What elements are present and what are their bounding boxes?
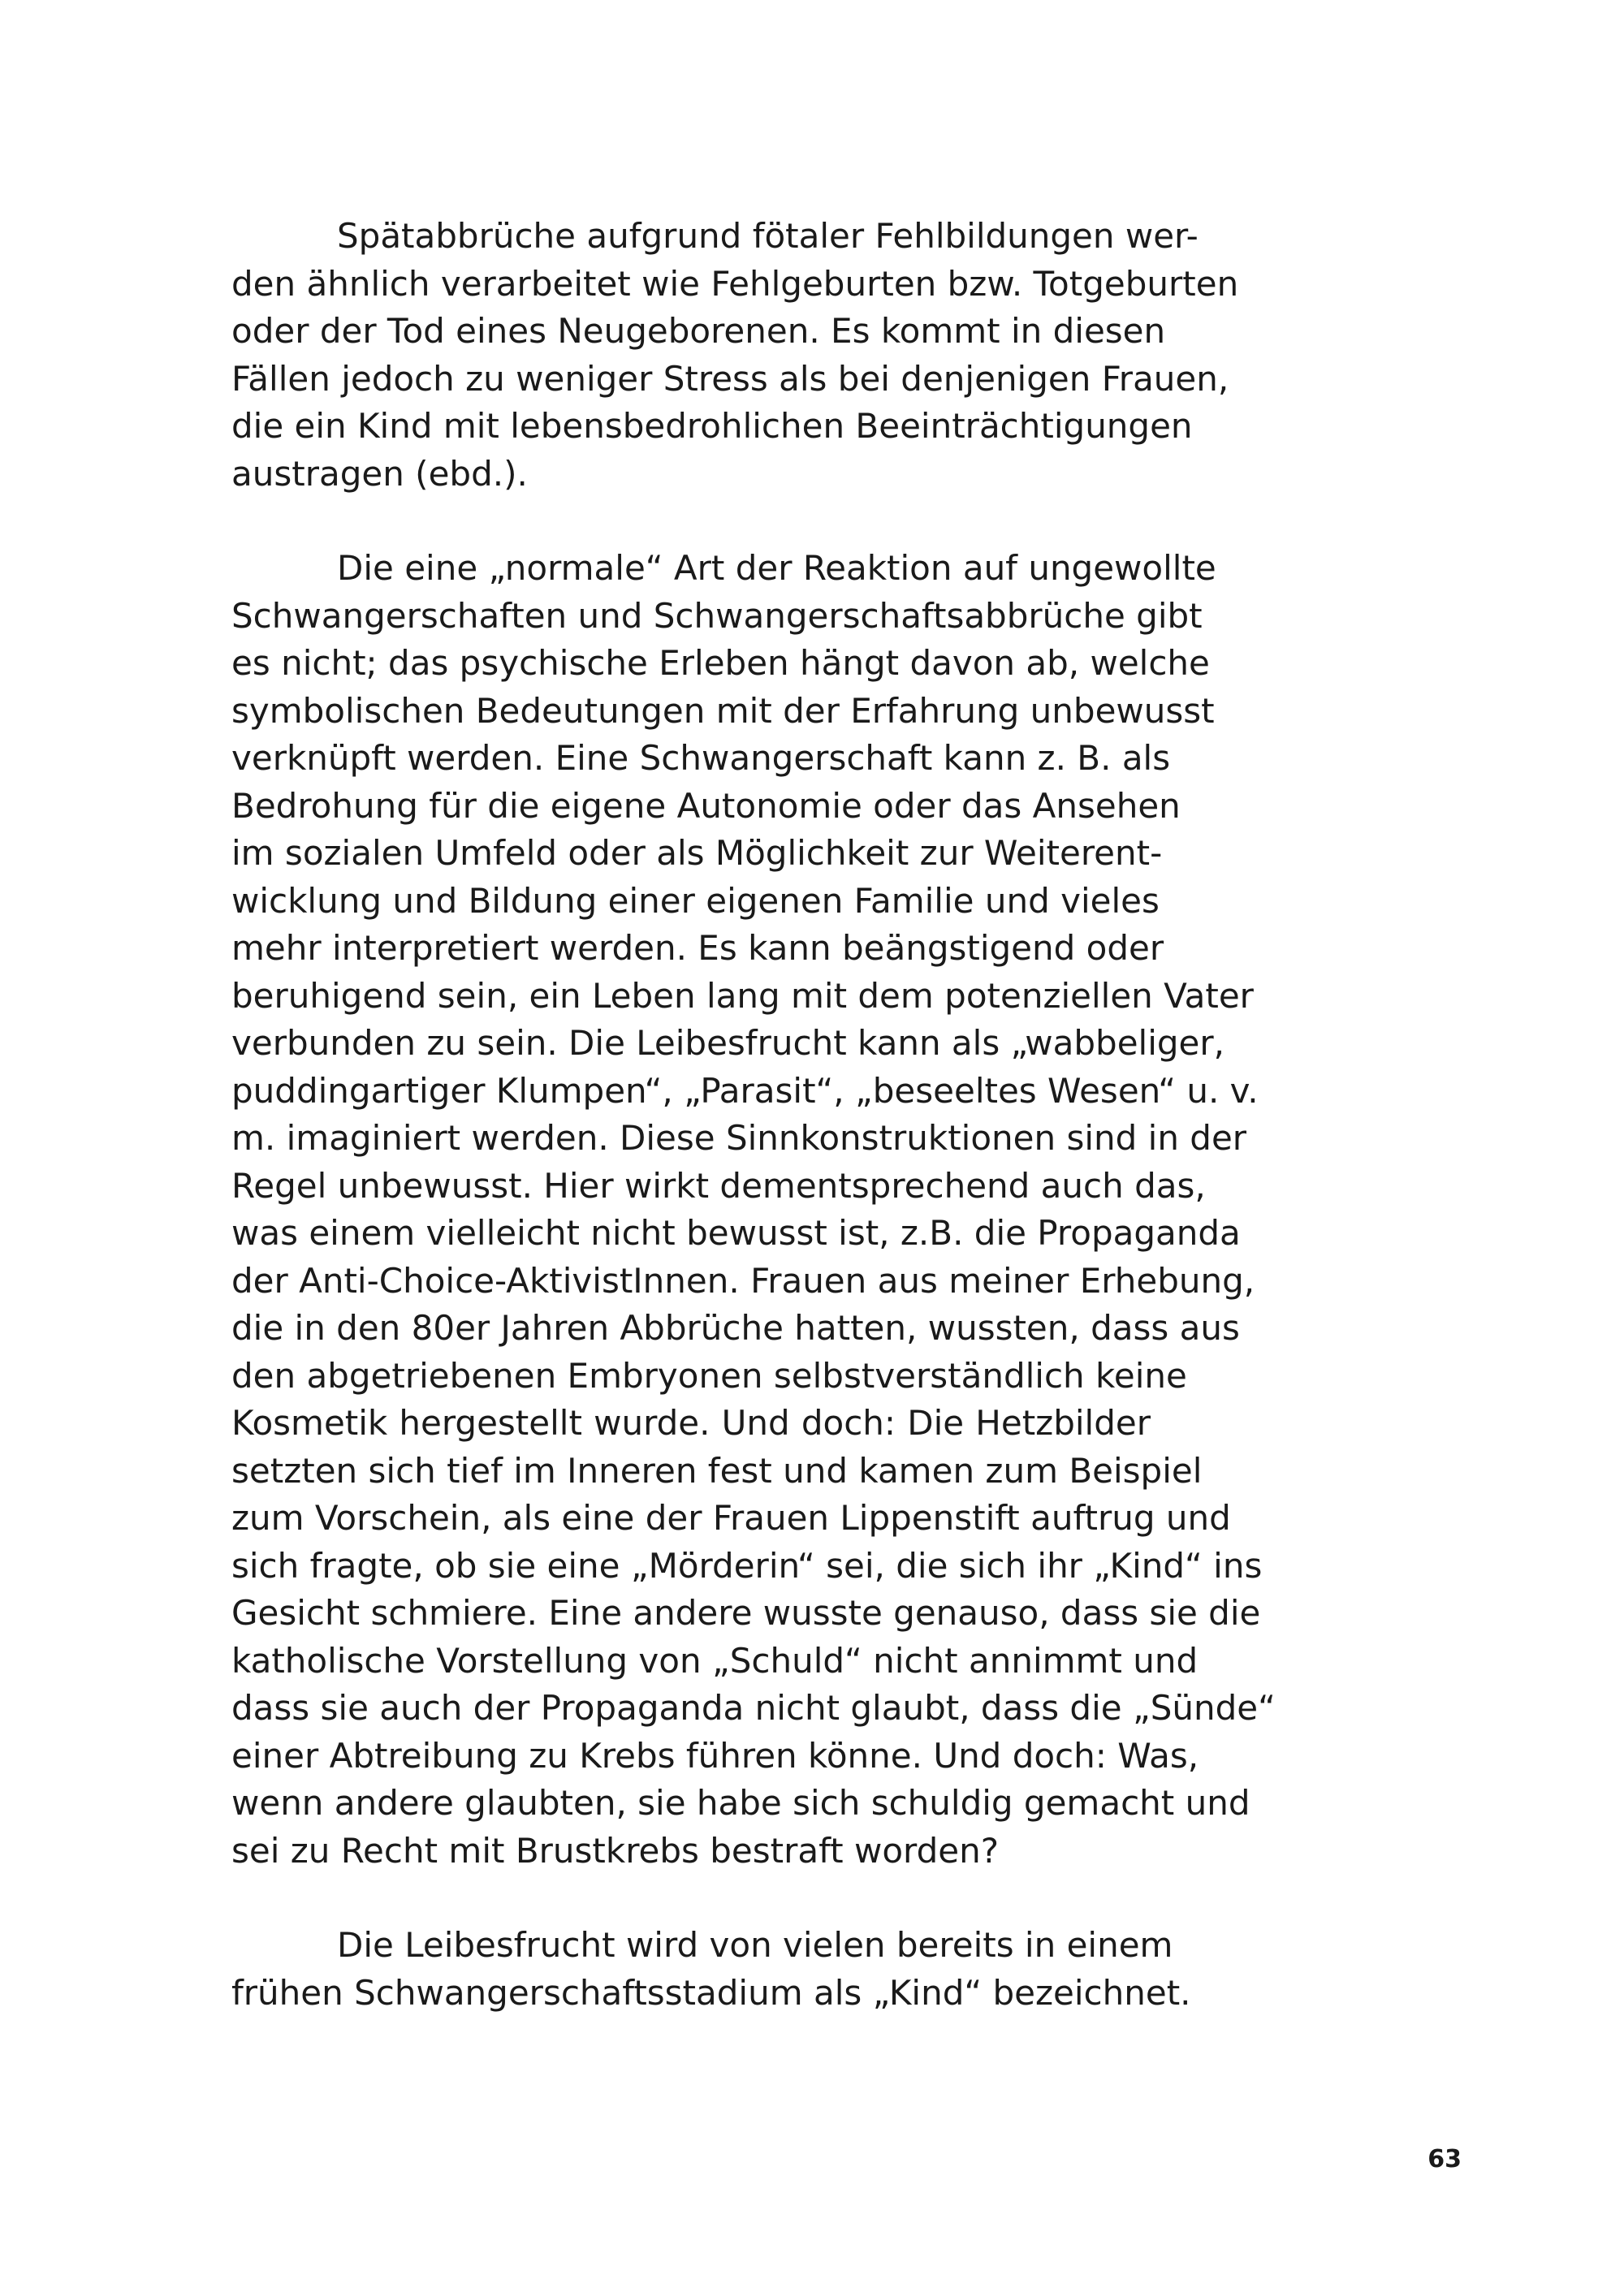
text-line: Kosmetik hergestellt wurde. Und doch: Die Hetzbilder — [231, 1403, 1151, 1443]
text-line: Bedrohung für die eigene Autonomie oder das Ansehen — [231, 785, 1181, 826]
text-line: Gesicht schmiere. Eine andere wusste genauso, dass sie die — [231, 1593, 1261, 1633]
text-line: was einem vielleicht nicht bewusst ist, z.B. die Propaganda — [231, 1213, 1241, 1253]
text-line: Die Leibesfrucht wird von vielen bereits in einem — [337, 1925, 1173, 1965]
text-line: sei zu Recht mit Brustkrebs bestraft worden? — [231, 1830, 999, 1871]
text-line: im sozialen Umfeld oder als Möglichkeit zur Weiterent- — [231, 833, 1163, 873]
page-number: 63 — [1427, 2145, 1462, 2173]
text-line: mehr interpretiert werden. Es kann beängstigend oder — [231, 928, 1164, 968]
text-line: die in den 80er Jahren Abbrüche hatten, wussten, dass aus — [231, 1308, 1240, 1348]
text-line: Fällen jedoch zu weniger Stress als bei denjenigen Frauen, — [231, 358, 1229, 399]
text-line: katholische Vorstellung von „Schuld“ nicht annimmt und — [231, 1640, 1199, 1681]
text-line: puddingartiger Klumpen“, „Parasit“, „beseeltes Wesen“ u. v. — [231, 1070, 1259, 1111]
text-line: den abgetriebenen Embryonen selbstverständlich keine — [231, 1355, 1187, 1396]
text-line: wicklung und Bildung einer eigenen Familie und vieles — [231, 880, 1160, 921]
text-line: beruhigend sein, ein Leben lang mit dem potenziellen Vater — [231, 975, 1254, 1016]
paragraph-2 — [231, 545, 1276, 1875]
text-line: m. imaginiert werden. Diese Sinnkonstruktionen sind in der — [231, 1118, 1247, 1158]
text-line: oder der Tod eines Neugeborenen. Es kommt in diesen — [231, 311, 1166, 351]
text-line: den ähnlich verarbeitet wie Fehlgeburten bzw. Totgeburten — [231, 263, 1239, 304]
text-line: sich fragte, ob sie eine „Mörderin“ sei, die sich ihr „Kind“ ins — [231, 1545, 1263, 1586]
text-line: Die eine „normale“ Art der Reaktion auf ungewollte — [337, 548, 1216, 588]
text-line: Schwangerschaften und Schwangerschaftsabbrüche gibt — [231, 595, 1203, 636]
text-line: dass sie auch der Propaganda nicht glaubt, dass die „Sünde“ — [231, 1688, 1276, 1728]
paragraph-1 — [231, 213, 1239, 498]
text-line: die ein Kind mit lebensbedrohlichen Beeinträchtigungen — [231, 406, 1193, 446]
text-line: Regel unbewusst. Hier wirkt dementsprechend auch das, — [231, 1165, 1206, 1206]
text-line: verbunden zu sein. Die Leibesfrucht kann als „wabbeliger, — [231, 1023, 1225, 1063]
text-line: zum Vorschein, als eine der Frauen Lippenstift auftrug und — [231, 1498, 1231, 1538]
text-line: frühen Schwangerschaftsstadium als „Kind“ bezeichnet. — [231, 1972, 1191, 2013]
text-line: es nicht; das psychische Erleben hängt davon ab, welche — [231, 643, 1210, 683]
text-line: Spätabbrüche aufgrund fötaler Fehlbildungen wer- — [337, 216, 1199, 256]
text-line: der Anti-Choice-AktivistInnen. Frauen aus meiner Erhebung, — [231, 1260, 1255, 1301]
text-line: verknüpft werden. Eine Schwangerschaft kann z. B. als — [231, 738, 1171, 778]
paragraph-3 — [231, 1922, 1191, 2017]
text-line: austragen (ebd.). — [231, 453, 528, 494]
text-line: einer Abtreibung zu Krebs führen könne. Und doch: Was, — [231, 1735, 1199, 1776]
body-text — [231, 213, 1276, 2017]
text-line: wenn andere glaubten, sie habe sich schuldig gemacht und — [231, 1783, 1250, 1823]
text-line: setzten sich tief im Inneren fest und kamen zum Beispiel — [231, 1450, 1203, 1491]
text-line: symbolischen Bedeutungen mit der Erfahrung unbewusst — [231, 690, 1215, 731]
